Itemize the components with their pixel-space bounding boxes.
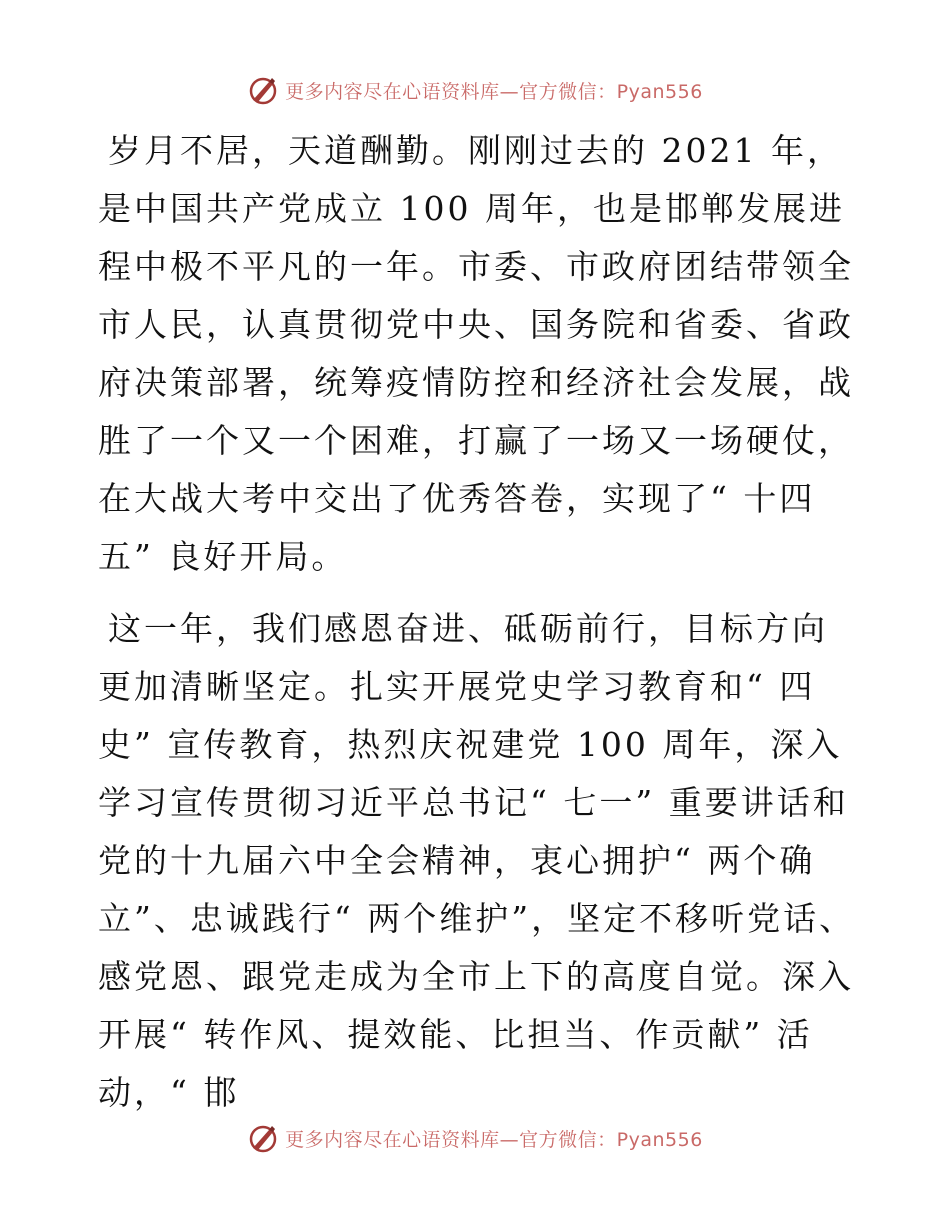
watermark-text: 更多内容尽在心语资料库—官方微信：Pyan556 [285, 80, 703, 103]
footer-watermark [0, 1118, 950, 1158]
pen-logo-icon [247, 1122, 279, 1154]
watermark-group [247, 74, 703, 106]
document-body [98, 122, 858, 1122]
header-watermark [0, 70, 950, 110]
watermark-text: 更多内容尽在心语资料库—官方微信：Pyan556 [285, 1128, 703, 1151]
paragraph-2: 这一年，我们感恩奋进、砥砺前行，目标方向更加清晰坚定。扎实开展党史学习教育和“ 四史” 宣传教育，热烈庆祝建党 100 周年，深入学习宣传贯彻习近平总书记“ 七一” 重要讲话和党的十九届六中全会精神，衷心拥护“ 两个确立”、忠诚践行“ 两个维护”，坚定不移听党话、感党恩、跟党走成为全市上下的高度自觉。深入开展“ 转作风、提效能、比担当、作贡献” 活动，“ 邯 [98, 609, 856, 1112]
paragraph-1: 岁月不居，天道酬勤。刚刚过去的 2021 年，是中国共产党成立 100 周年，也是邯郸发展进程中极不平凡的一年。市委、市政府团结带领全市人民，认真贯彻党中央、国务院和省委、省政府决策部署，统筹疫情防控和经济社会发展，战胜了一个又一个困难，打赢了一场又一场硬仗，在大战大考中交出了优秀答卷，实现了“ 十四五” 良好开局。 [98, 131, 854, 576]
pen-logo-icon [247, 74, 279, 106]
watermark-group [247, 1122, 703, 1154]
